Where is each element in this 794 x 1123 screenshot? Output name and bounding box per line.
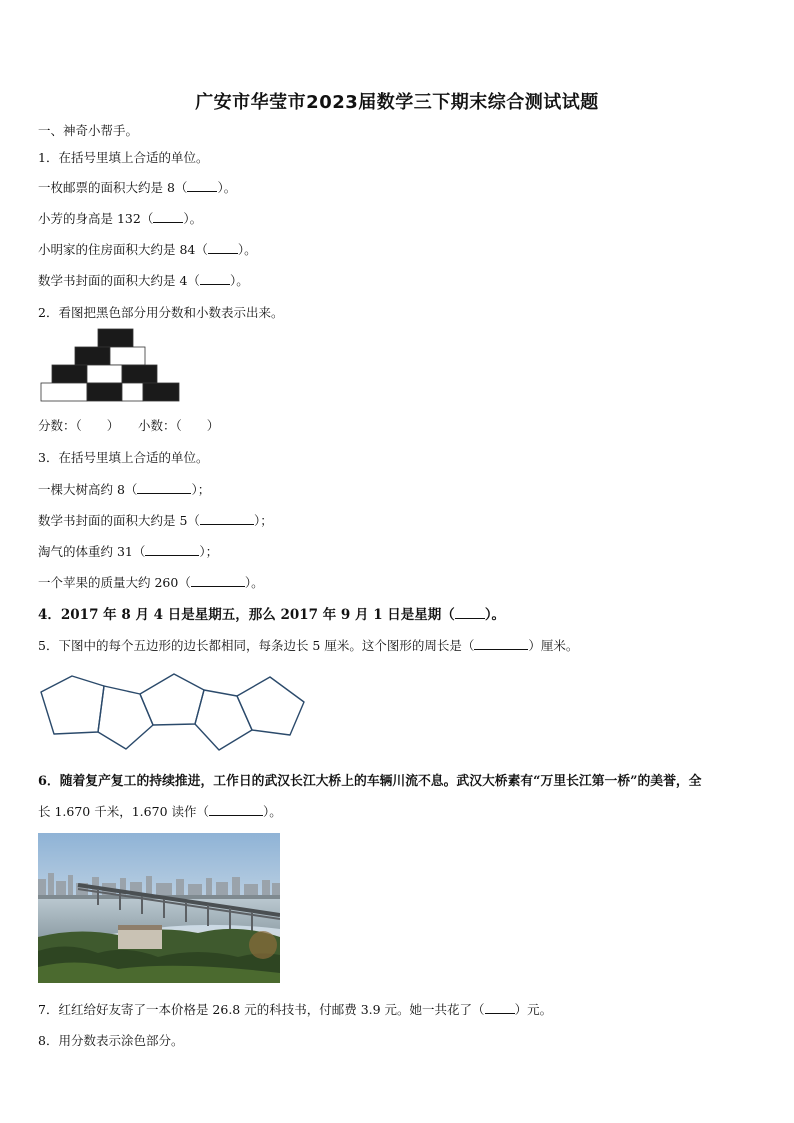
question-6-line-1: 6．随着复产复工的持续推进，工作日的武汉长江大桥上的车辆川流不息。武汉大桥素有“万里长江第一桥”的美誉，全	[38, 774, 702, 789]
question-3-line-3: 淘气的体重约 31（ ）；	[38, 544, 219, 559]
wuhan-bridge-photo	[38, 833, 280, 983]
question-2-answer-line: 分数：（ ） 小数：（ ）	[38, 418, 220, 433]
page-title: 广安市华莹市2023届数学三下期末综合测试试题	[195, 92, 599, 113]
five-pentagons-figure	[38, 672, 306, 752]
section-heading: 一、神奇小帮手。	[38, 123, 139, 138]
question-1-stem: 1．在括号里填上合适的单位。	[38, 150, 209, 165]
question-3-line-2: 数学书封面的面积大约是 5（ ）；	[38, 513, 273, 528]
question-5: 5．下图中的每个五边形的边长都相同，每条边长 5 厘米。这个图形的周长是（ ）厘米。	[38, 638, 579, 653]
question-7: 7．红红给好友寄了一本价格是 26.8 元的科技书，付邮费 3.9 元。她一共花了（ ）元。	[38, 1002, 553, 1017]
staircase-grid-figure	[40, 328, 180, 402]
question-3-stem: 3．在括号里填上合适的单位。	[38, 450, 209, 465]
question-1-line-2: 小芳的身高是 132（ ）。	[38, 211, 203, 226]
question-6-line-2: 长 1.670 千米，1.670 读作（ ）。	[38, 804, 282, 819]
question-1-line-1: 一枚邮票的面积大约是 8（ ）。	[38, 180, 237, 195]
question-3-line-4: 一个苹果的质量大约 260（ ）。	[38, 575, 264, 590]
question-4: 4．2017 年 8 月 4 日是星期五，那么 2017 年 9 月 1 日是星期（ ）。	[38, 607, 506, 623]
question-1-line-3: 小明家的住房面积大约是 84（ ）。	[38, 242, 257, 257]
question-8-stem: 8．用分数表示涂色部分。	[38, 1033, 184, 1048]
question-2-stem: 2．看图把黑色部分用分数和小数表示出来。	[38, 305, 284, 320]
question-3-line-1: 一棵大树高约 8（ ）；	[38, 482, 211, 497]
question-1-line-4: 数学书封面的面积大约是 4（ ）。	[38, 273, 249, 288]
